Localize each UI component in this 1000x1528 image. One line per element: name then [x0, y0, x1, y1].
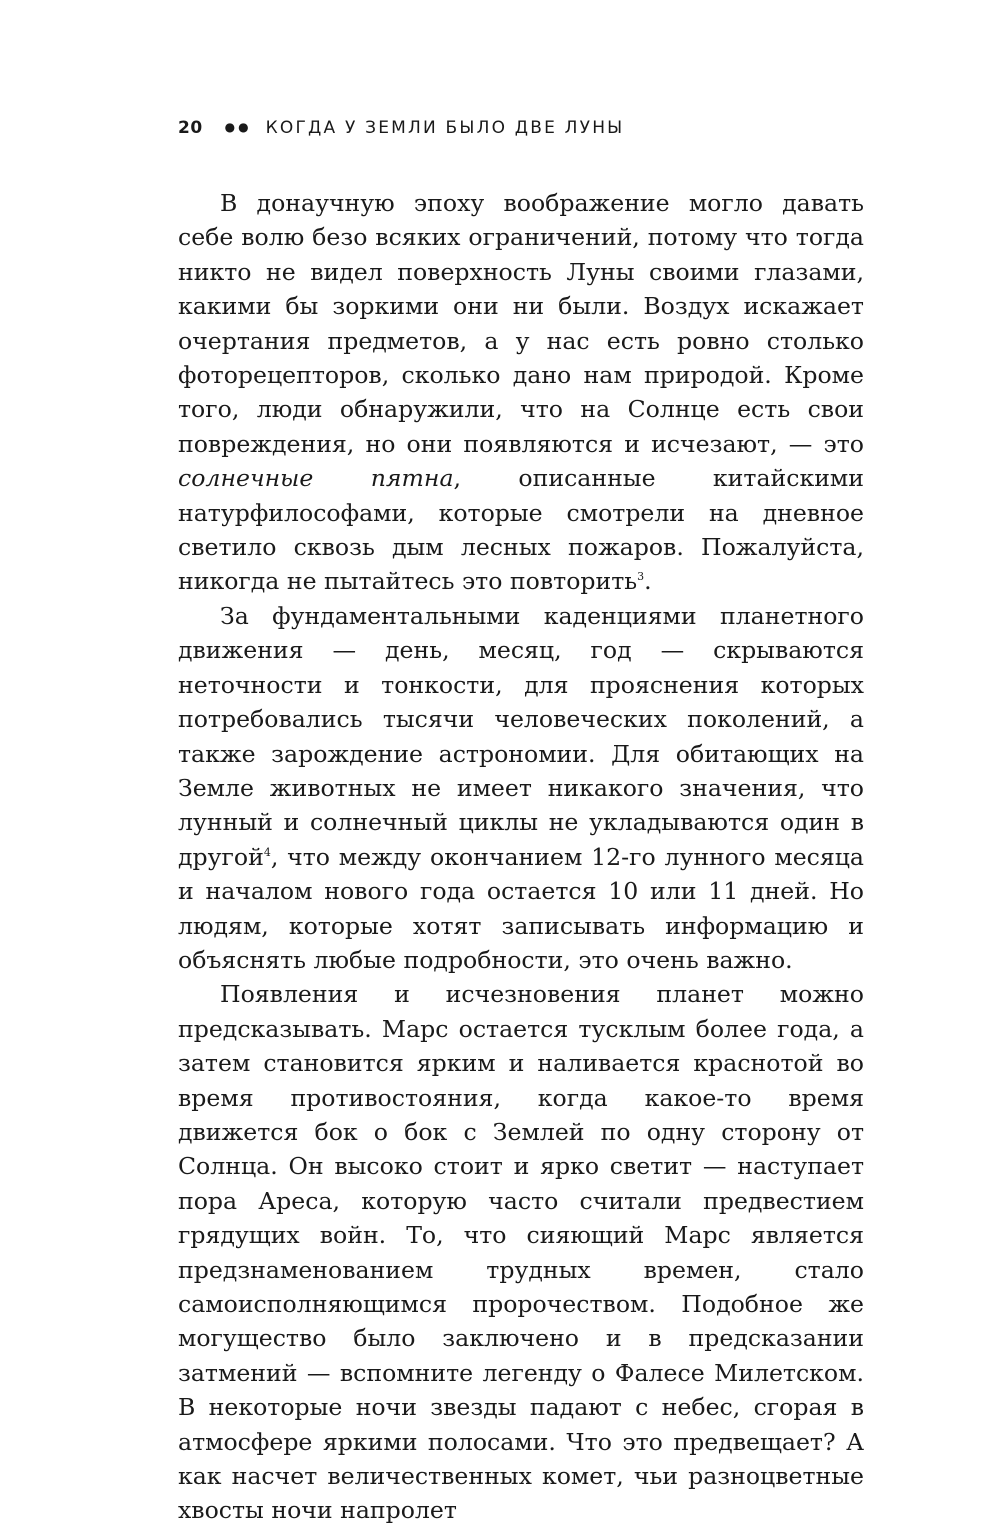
paragraph-1-text-c: . [644, 567, 652, 596]
paragraph-1-emphasis: солнечные пятна [178, 464, 454, 493]
paragraph-1-text-a: В донаучную эпоху воображение могло давать себе волю безо всяких ограничений, потому что тогда никто не видел поверхность Луны своими глазами, какими бы зоркими они ни были. Воздух искажает очертания предметов, а у нас есть ровно столько фоторецепторов, сколько дано нам природой. Кроме того, люди обнаружили, что на Солнце есть свои повреждения, но они появляются и исчезают, — это [178, 189, 864, 458]
paragraph-1 [178, 186, 864, 599]
footnote-marker-4[interactable]: 4 [263, 845, 271, 859]
paragraph-2 [178, 599, 864, 977]
page-number: 20 [178, 118, 203, 138]
paragraph-2-text-b: , что между окончанием 12-го лунного месяца и началом нового года остается 10 или 11 дней. Но людям, которые хотят записывать информацию и объяснять любые подробности, это очень важно. [178, 842, 864, 974]
paragraph-3-text: Появления и исчезновения планет можно предсказывать. Марс остается тусклым более года, а затем становится ярким и наливается краснотой во время противостояния, когда какое-то время движется бок о бок с Землей по одну сторону от Солнца. Он высоко стоит и ярко светит — наступает пора Ареса, которую часто считали предвестием грядущих войн. То, что сияющий Марс является предзнаменованием трудных времен, стало самоисполняющимся пророчеством. Подобное же могущество было заключено и в предсказании затмений — вспомните легенду о Фалесе Милетском. В некоторые ночи звезды падают с небес, сгорая в атмосфере яркими полосами. Что это предвещает? А как насчет величественных комет, чьи разноцветные хвосты ночи напролет [178, 980, 864, 1525]
body-text [178, 186, 864, 1528]
paragraph-3 [178, 977, 864, 1528]
footnote-marker-3[interactable]: 3 [637, 570, 645, 584]
paragraph-2-text-a: За фундаментальными каденциями планетного движения — день, месяц, год — скрываются неточности и тонкости, для прояснения которых потребовались тысячи человеческих поколений, а также зарождение астрономии. Для обитающих на Земле животных не имеет никакого значения, что лунный и солнечный циклы не укладываются один в другой [178, 601, 864, 871]
header-dots: ●● [224, 120, 252, 134]
paragraph-1-text-b: , описанные китайскими натурфилософами, которые смотрели на дневное светило сквозь дым лесных пожаров. Пожалуйста, никогда не пытайтесь это повторить [178, 464, 864, 596]
book-title: КОГДА У ЗЕМЛИ БЫЛО ДВЕ ЛУНЫ [265, 118, 625, 138]
running-header [178, 118, 878, 144]
